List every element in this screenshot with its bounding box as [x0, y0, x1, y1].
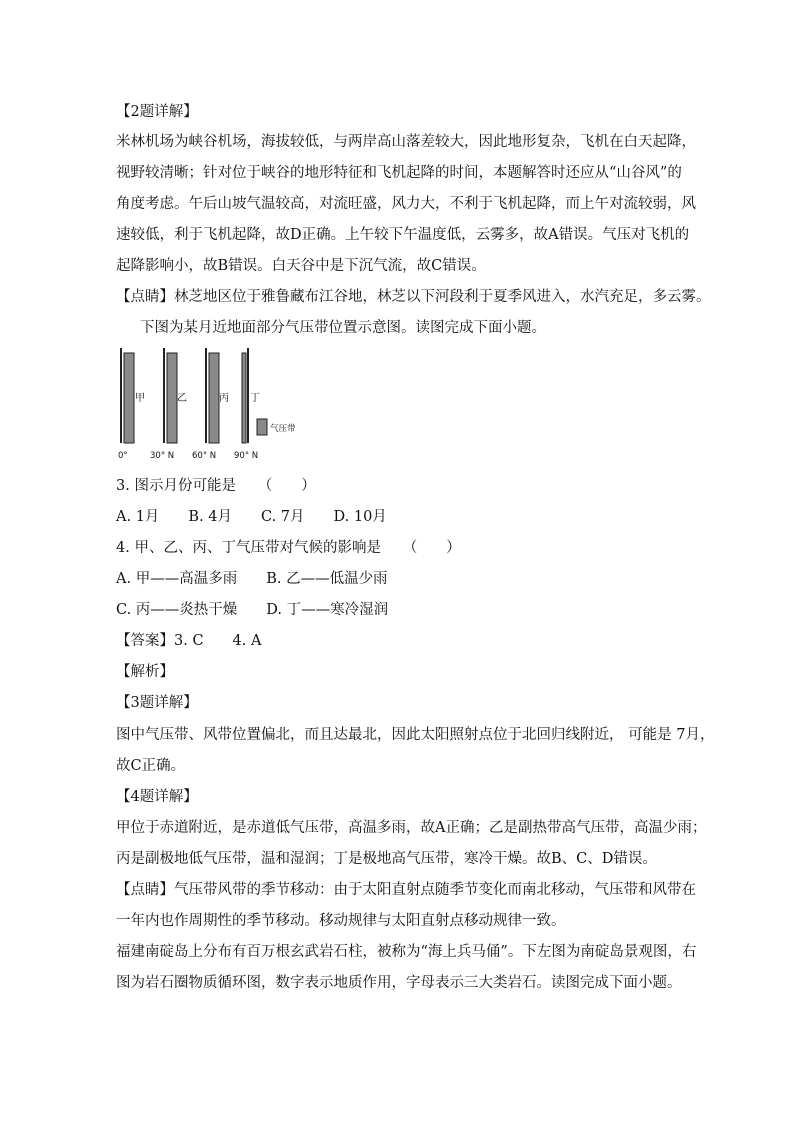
- paragraph-line: 甲位于赤道附近，是赤道低气压带，高温多雨，故A正确；乙是副热带高气压带，高温少雨；: [116, 820, 707, 836]
- paragraph-line: 丙是副极地低气压带，温和湿润；丁是极地高气压带，寒冷干燥。故B、C、D错误。: [116, 851, 657, 867]
- paragraph-line: 图为岩石圈物质循环图，数字表示地质作用，字母表示三大类岩石。读图完成下面小题。: [116, 975, 682, 991]
- tip-paragraph: 【点睛】气压带风带的季节移动：由于太阳直射点随季节变化而南北移动，气压带和风带在: [116, 882, 696, 898]
- paragraph-line: 起降影响小，故B错误。白天谷中是下沉气流，故C错误。: [116, 258, 486, 274]
- question-4-options-cd: C. 丙——炎热干燥 D. 丁——寒冷湿润: [116, 602, 389, 618]
- axis-label-30n: 30° N: [150, 451, 175, 461]
- paragraph-line: 福建南碇岛上分布有百万根玄武岩石柱，被称为“海上兵马俑”。下左图为南碇岛景观图，右: [116, 944, 697, 960]
- legend-swatch: [257, 419, 267, 435]
- tip-paragraph: 【点睛】林芝地区位于雅鲁藏布江谷地，林芝以下河段利于夏季风进入，水汽充足，多云雾。: [116, 289, 711, 305]
- figure-intro: 下图为某月近地面部分气压带位置示意图。读图完成下面小题。: [140, 320, 546, 336]
- answer-line: 【答案】3. C 4. A: [116, 633, 262, 649]
- section-heading-q2-explanation: 【2题详解】: [116, 104, 198, 120]
- question-3: 3. 图示月份可能是 （ ）: [116, 478, 316, 494]
- pressure-belt-ding: [242, 353, 246, 443]
- paragraph-line: 速较低，利于飞机起降，故D正确。上午较下午温度低，云雾多，故A错误。气压对飞机的: [116, 227, 690, 243]
- pressure-belt-jia: [124, 353, 134, 443]
- belt-label-bing: 丙: [219, 393, 229, 404]
- paragraph-line: 米林机场为峡谷机场，海拔较低，与两岸高山落差较大，因此地形复杂，飞机在白天起降，: [116, 134, 696, 150]
- belt-label-jia: 甲: [135, 393, 145, 404]
- belt-label-yi: 乙: [177, 393, 187, 404]
- analysis-heading: 【解析】: [116, 664, 174, 680]
- belt-label-ding: 丁: [250, 393, 260, 404]
- section-heading-q4-explanation: 【4题详解】: [116, 789, 198, 805]
- pressure-belt-yi: [167, 353, 177, 443]
- question-4: 4. 甲、乙、丙、丁气压带对气候的影响是 （ ）: [116, 540, 461, 556]
- question-4-options-ab: A. 甲——高温多雨 B. 乙——低温少雨: [116, 571, 388, 587]
- paragraph-line: 故C正确。: [116, 758, 186, 774]
- paragraph-line: 角度考虑。午后山坡气温较高，对流旺盛，风力大，不利于飞机起降，而上午对流较弱，风: [116, 196, 696, 212]
- question-3-options: A. 1月 B. 4月 C. 7月 D. 10月: [116, 509, 387, 525]
- paragraph-line: 一年内也作周期性的季节移动。移动规律与太阳直射点移动规律一致。: [116, 913, 566, 929]
- paragraph-line: 视野较清晰；针对位于峡谷的地形特征和飞机起降的时间，本题解答时还应从“山谷风”的: [116, 165, 682, 181]
- section-heading-q3-explanation: 【3题详解】: [116, 695, 198, 711]
- legend-label: 气压带: [270, 424, 296, 434]
- axis-label-60n: 60° N: [192, 451, 217, 461]
- pressure-belt-bing: [209, 353, 219, 443]
- pressure-belt-figure: [116, 346, 296, 464]
- axis-label-0: 0°: [118, 451, 128, 461]
- axis-label-90n: 90° N: [234, 451, 259, 461]
- paragraph-line: 图中气压带、风带位置偏北，而且达最北，因此太阳照射点位于北回归线附近， 可能是 7月，: [116, 727, 715, 743]
